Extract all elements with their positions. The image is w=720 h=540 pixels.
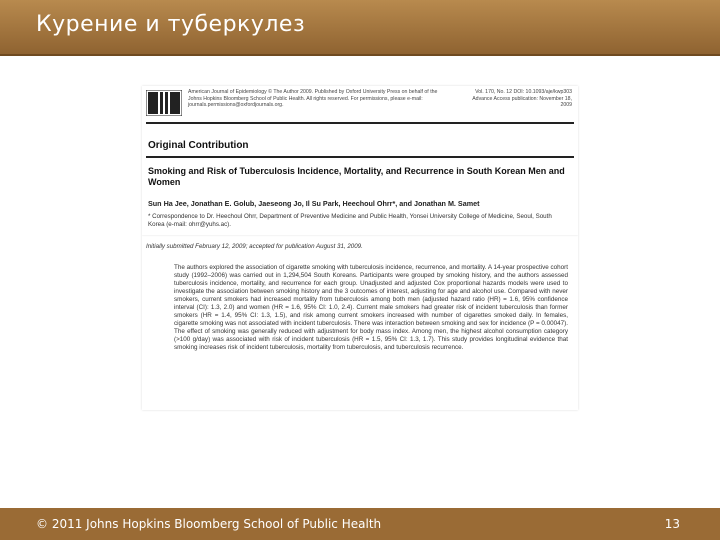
copyright: © 2011 Johns Hopkins Bloomberg School of Public Health bbox=[36, 517, 382, 531]
paper-image bbox=[142, 86, 578, 410]
submission-dates: Initially submitted February 12, 2009; accepted for publication August 31, 2009. bbox=[146, 243, 363, 250]
slide-footer bbox=[0, 508, 720, 540]
cut-gap bbox=[142, 229, 578, 235]
page-number: 13 bbox=[664, 517, 680, 531]
abstract: The authors explored the association of cigarette smoking with tuberculosis incidence, recurrence, and mortality. A 14-year prospective cohort study (1992–2006) was carried out in 1,294,504 South Koreans. Participants were grouped by smoking history, and the authors assessed tuberculosis incidence, mortality, and recurrence for each group. Unadjusted and adjusted Cox proportional hazards models were used to investigate the association between smoking history and the 3 outcomes of interest, adjusting for age and alcohol use. Compared with never smokers, current smokers had increased mortality from tuberculosis among both men (adjusted hazard ratio (HR) = 1.6, 95% confidence interval (CI): 1.3, 2.0) and women (HR = 1.6, 95% CI: 1.0, 2.4). Current male smokers had greater risk of incident tuberculosis than former smokers (HR = 1.4, 95% CI: 1.3, 1.5), and risk among current smokers increased with number of cigarettes smoked daily. In females, cigarette smoking was not associated with incident tuberculosis. There was interaction between smoking and sex for incidence (P = 0.00047). The effect of smoking was generally reduced with adjustment for body mass index. Among men, the highest alcohol consumption category (>100 g/day) was associated with risk of incident tuberculosis (HR = 1.5, 95% CI: 1.3, 1.7). This study provides longitudinal evidence that smoking increases risk of incident tuberculosis, mortality from tuberculosis, and tuberculosis recurrence. bbox=[174, 264, 568, 351]
authors: Sun Ha Jee, Jonathan E. Golub, Jaeseong Jo, Il Su Park, Heechoul Ohrr*, and Jonathan M. Samet bbox=[148, 199, 480, 208]
journal-info: Vol. 170, No. 12 DOI: 10.1093/aje/kwp303 Advance Access publication: November 18, 2009 bbox=[472, 89, 572, 108]
divider bbox=[146, 122, 574, 124]
journal-header: American Journal of Epidemiology © The Author 2009. Published by Oxford University Press on behalf of the Johns Hopkins Bloomberg School of Public Health. All rights reserved. For permissions, please e-mail: journals.permissions@oxfordjournals.org. bbox=[188, 89, 438, 108]
divider bbox=[146, 156, 574, 158]
slide-title: Курение и туберкулез bbox=[36, 12, 306, 37]
correspondence: * Correspondence to Dr. Heechoul Ohrr, Department of Preventive Medicine and Public Health, Yonsei University College of Medicine, Seoul, South Korea (e-mail: ohrr@yuhs.ac). bbox=[148, 213, 552, 228]
slide-header bbox=[0, 0, 720, 56]
article-title: Smoking and Risk of Tuberculosis Incidence, Mortality, and Recurrence in South Korean Men and Women bbox=[148, 166, 565, 187]
journal-logo-icon bbox=[146, 90, 182, 116]
section-heading: Original Contribution bbox=[148, 140, 249, 151]
